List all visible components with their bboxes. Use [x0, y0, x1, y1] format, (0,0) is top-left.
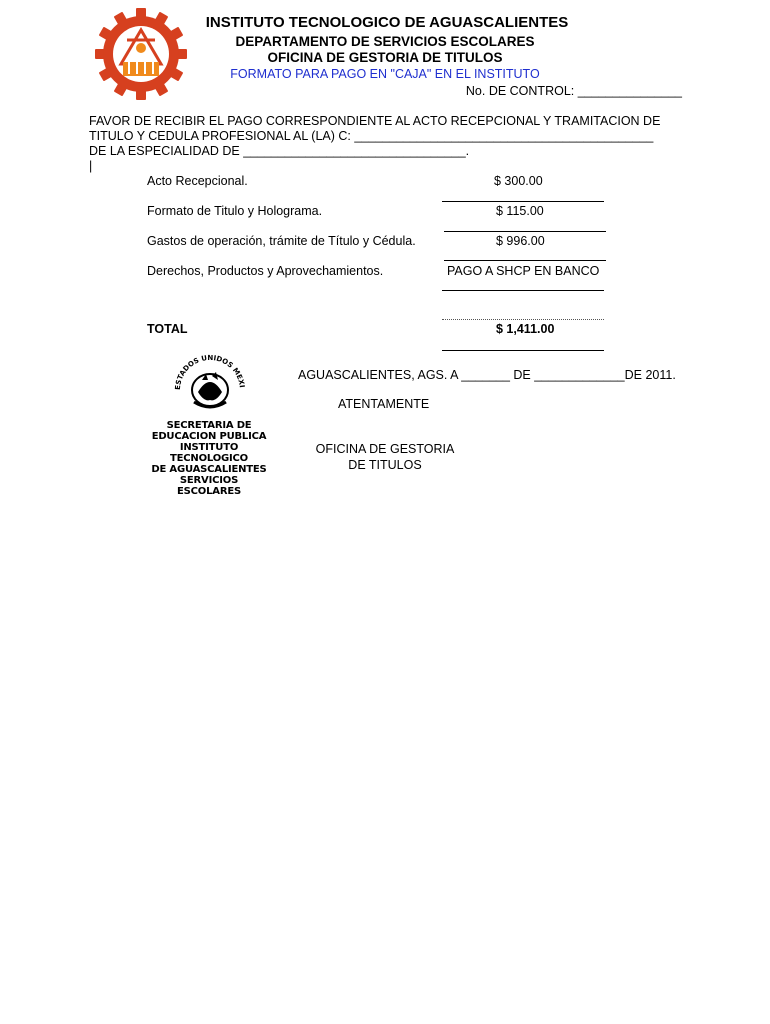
stamp-line: INSTITUTO TECNOLOGICO: [170, 442, 248, 464]
request-line-1: FAVOR DE RECIBIR EL PAGO CORRESPONDIENTE AL ACTO RECEPCIONAL Y TRAMITACION DE: [89, 114, 661, 128]
total-amount: $ 1,411.00: [496, 322, 555, 336]
item-amount: $ 115.00: [496, 204, 544, 218]
total-dotted-rule: [442, 319, 604, 320]
item-amount: $ 996.00: [496, 234, 545, 248]
institute-logo: [86, 8, 196, 100]
department-title: DEPARTAMENTO DE SERVICIOS ESCOLARES: [235, 34, 535, 49]
total-label: TOTAL: [147, 322, 188, 336]
institution-title: INSTITUTO TECNOLOGICO DE AGUASCALIENTES: [205, 14, 569, 31]
national-seal: [172, 350, 248, 416]
stamp-line: SERVICIOS ESCOLARES: [177, 475, 241, 497]
place-date-field[interactable]: AGUASCALIENTES, AGS. A _______ DE _____________DE 2011.: [298, 368, 676, 382]
control-number-field[interactable]: No. DE CONTROL: _______________: [465, 84, 682, 98]
stamp-line: SECRETARIA DE: [166, 420, 252, 431]
amount-underline: [442, 290, 604, 291]
item-label: Gastos de operación, trámite de Título y Cédula.: [147, 234, 416, 248]
item-label: Derechos, Productos y Aprovechamientos.: [147, 264, 384, 278]
item-amount: PAGO A SHCP EN BANCO: [447, 264, 600, 278]
signature-office: [300, 441, 470, 473]
item-label: Formato de Titulo y Holograma.: [147, 204, 323, 218]
total-underline: [442, 350, 604, 351]
item-label: Acto Recepcional.: [147, 174, 248, 188]
signature-office-line: DE TITULOS: [348, 458, 422, 472]
amount-underline: [444, 260, 606, 261]
closing-text: ATENTAMENTE: [338, 397, 430, 411]
sep-stamp-text: [150, 420, 268, 497]
seal-ring-text: ESTADOS UNIDOS MEXI: [173, 353, 246, 391]
text-cursor: |: [89, 159, 93, 173]
request-line-2[interactable]: TITULO Y CEDULA PROFESIONAL AL (LA) C: ___________________________________________: [89, 129, 654, 143]
format-title: FORMATO PARA PAGO EN "CAJA" EN EL INSTITUTO: [230, 67, 540, 81]
stamp-line: DE AGUASCALIENTES: [151, 464, 267, 475]
amount-underline: [444, 231, 606, 232]
office-title: OFICINA DE GESTORIA DE TITULOS: [267, 50, 503, 65]
stamp-line: EDUCACION PUBLICA: [151, 431, 267, 442]
item-amount: $ 300.00: [494, 174, 543, 188]
amount-underline: [442, 201, 604, 202]
signature-office-line: OFICINA DE GESTORIA: [315, 442, 455, 456]
request-line-3[interactable]: DE LA ESPECIALIDAD DE ________________________________.: [89, 144, 470, 158]
